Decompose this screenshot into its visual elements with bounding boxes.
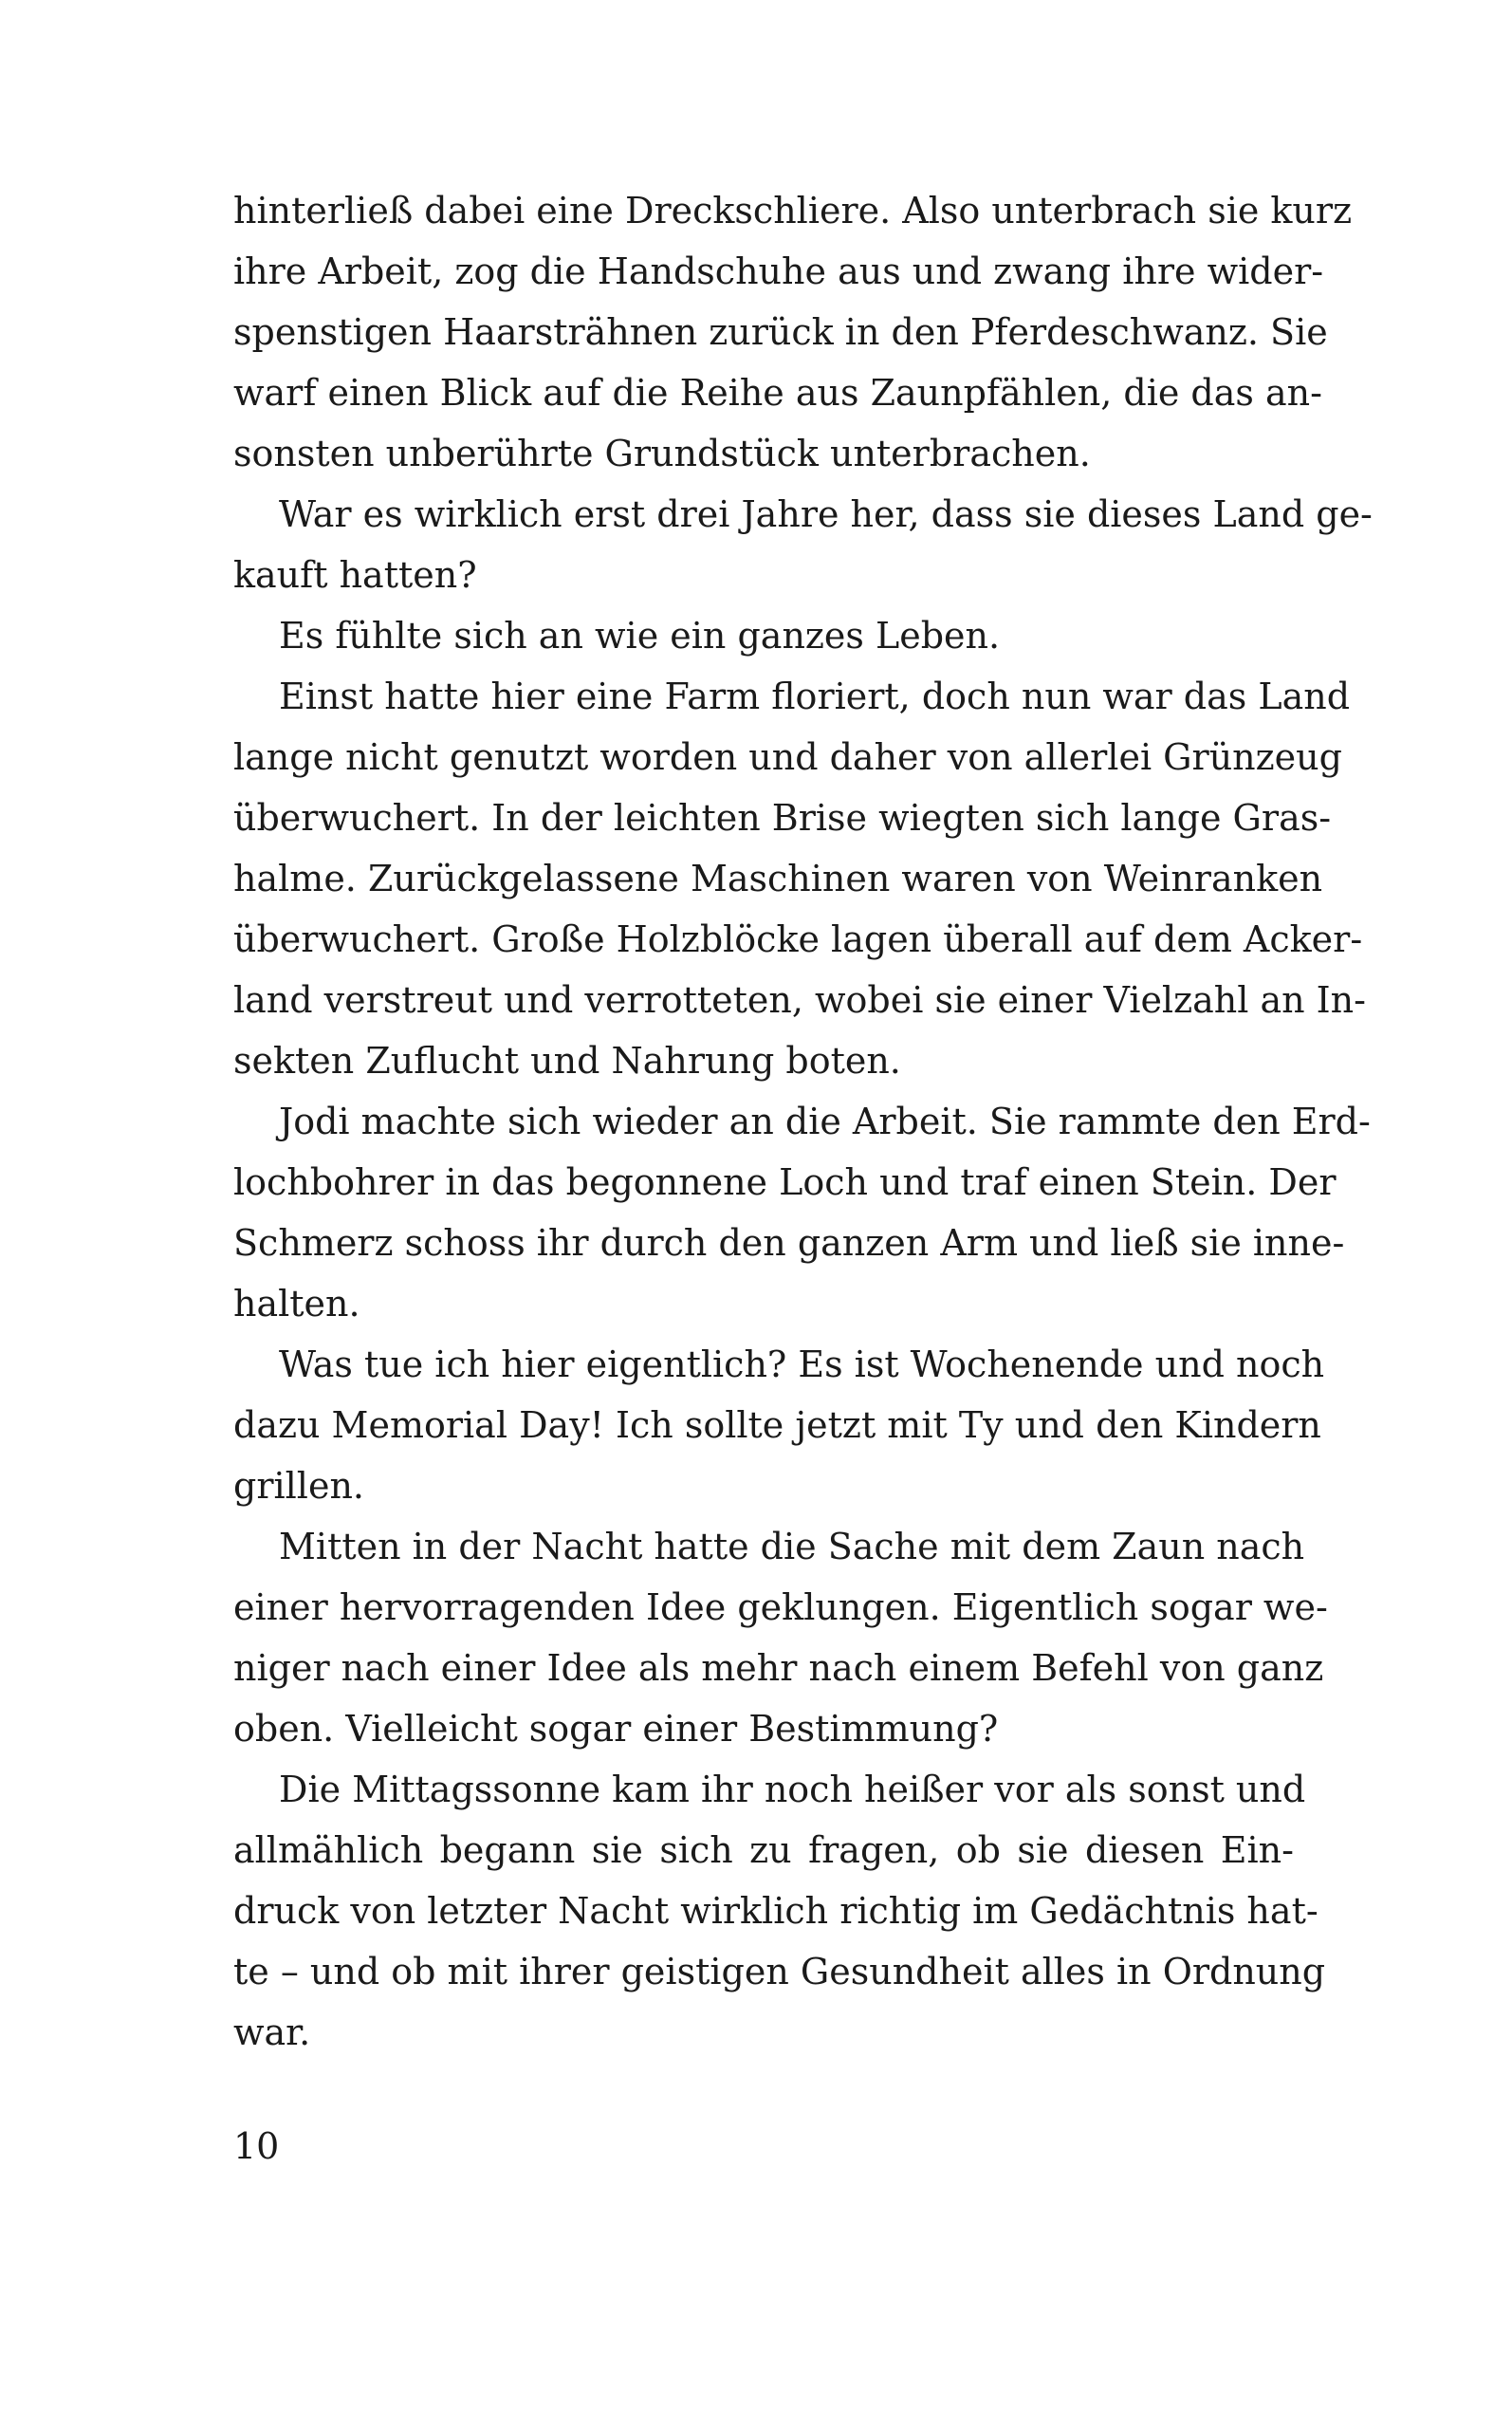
paragraph-6 [233,1334,1325,1516]
text-line: ihre Arbeit, zog die Handschuhe aus und zwang ihre wider- [233,250,1324,292]
body-text [233,180,1373,2063]
text-line: sekten Zuflucht und Nahrung boten. [233,1040,901,1082]
text-line: überwuchert. In der leichten Brise wiegten sich lange Gras- [233,797,1332,839]
text-line: war. [233,2011,311,2053]
text-line: Einst hatte hier eine Farm floriert, doch nun war das Land [279,676,1351,717]
text-line: warf einen Blick auf die Reihe aus Zaunpfählen, die das an- [233,372,1322,414]
text-line: niger nach einer Idee als mehr nach einem Befehl von ganz [233,1647,1324,1689]
text-line: Es fühlte sich an wie ein ganzes Leben. [279,615,1001,657]
paragraph-2 [233,484,1373,605]
text-line: allmählich begann sie sich zu fragen, ob sie diesen Ein- [233,1829,1294,1871]
paragraph-7 [233,1516,1328,1759]
text-line: War es wirklich erst drei Jahre her, dass sie dieses Land ge- [279,493,1373,535]
text-line: druck von letzter Nacht wirklich richtig im Gedächtnis hat- [233,1890,1318,1932]
text-line: grillen. [233,1465,364,1507]
text-line: lochbohrer in das begonnene Loch und traf einen Stein. Der [233,1161,1337,1203]
text-line: sonsten unberührte Grundstück unterbrachen. [233,433,1091,474]
text-line: einer hervorragenden Idee geklungen. Eigentlich sogar we- [233,1586,1328,1628]
page-number: 10 [233,2125,280,2167]
text-line: halten. [233,1283,360,1325]
text-line: te – und ob mit ihrer geistigen Gesundheit alles in Ordnung [233,1951,1326,1992]
text-line: Mitten in der Nacht hatte die Sache mit dem Zaun nach [279,1526,1305,1567]
paragraph-5 [233,1091,1371,1334]
text-line: dazu Memorial Day! Ich sollte jetzt mit Ty und den Kindern [233,1404,1321,1446]
text-line: land verstreut und verrotteten, wobei sie einer Vielzahl an In- [233,979,1366,1021]
text-line: Was tue ich hier eigentlich? Es ist Wochenende und noch [279,1343,1325,1385]
text-line: Die Mittagssonne kam ihr noch heißer vor als sonst und [279,1769,1306,1810]
paragraph-3 [233,605,1294,666]
text-line: oben. Vielleicht sogar einer Bestimmung? [233,1708,999,1750]
text-line: lange nicht genutzt worden und daher von allerlei Grünzeug [233,736,1342,778]
text-line: Jodi machte sich wieder an die Arbeit. Sie rammte den Erd- [279,1101,1371,1142]
paragraph-4 [233,666,1366,1091]
text-line: überwuchert. Große Holzblöcke lagen überall auf dem Acker- [233,918,1363,960]
text-line: kauft hatten? [233,554,477,596]
paragraph-8 [233,1759,1326,2063]
text-line: halme. Zurückgelassene Maschinen waren von Weinranken [233,858,1323,899]
text-line: spenstigen Haarsträhnen zurück in den Pferdeschwanz. Sie [233,311,1328,353]
text-line: hinterließ dabei eine Dreckschliere. Also unterbrach sie kurz [233,190,1353,232]
paragraph-1 [233,180,1353,484]
text-line: Schmerz schoss ihr durch den ganzen Arm und ließ sie inne- [233,1222,1345,1264]
